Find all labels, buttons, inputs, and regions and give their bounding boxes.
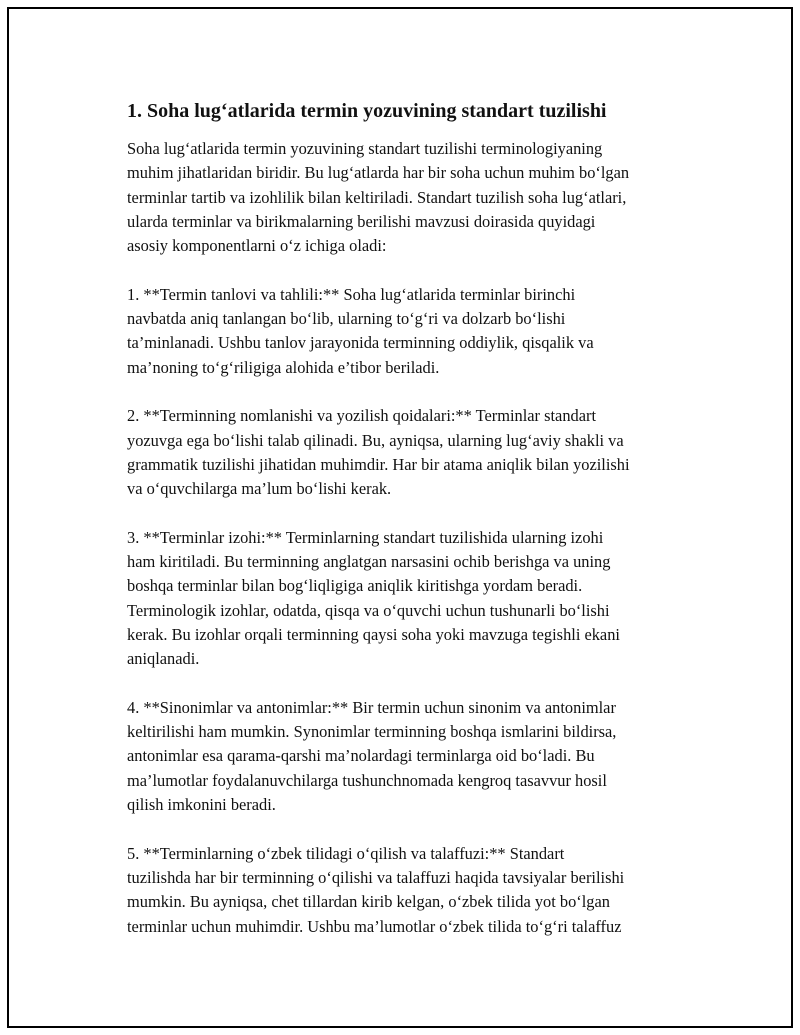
section-heading: 1. Soha lug‘atlarida termin yozuvining standart tuzilishi — [127, 100, 607, 122]
text-line: terminlar uchun muhimdir. Ushbu ma’lumotlar o‘zbek tilida to‘g‘ri talaffuz — [127, 916, 622, 936]
text-line: antonimlar esa qarama-qarshi ma’nolardagi terminlarga oid bo‘ladi. Bu — [127, 746, 595, 766]
text-line: terminlar tartib va izohlilik bilan keltiriladi. Standart tuzilish soha lug‘atlari, — [127, 187, 627, 207]
list-item-5 — [127, 842, 707, 939]
list-item-1 — [127, 283, 707, 380]
text-line: ham kiritiladi. Bu terminning anglatgan narsasini ochib berishga va uning — [127, 552, 611, 572]
text-line: boshqa terminlar bilan bog‘liqligiga aniqlik kiritishga yordam beradi. — [127, 576, 583, 596]
text-line: asosiy komponentlarni o‘z ichiga oladi: — [127, 236, 387, 256]
text-line: ta’minlanadi. Ushbu tanlov jarayonida terminning oddiylik, qisqalik va — [127, 333, 594, 353]
text-line: muhim jihatlaridan biridir. Bu lug‘atlarda har bir soha uchun muhim bo‘lgan — [127, 163, 630, 183]
text-line: ma’lumotlar foydalanuvchilarga tushunchnomada kengroq tasavvur hosil — [127, 770, 607, 790]
list-item-4 — [127, 696, 707, 817]
text-line: keltirilishi ham mumkin. Synonimlar terminning boshqa ismlarini bildirsa, — [127, 722, 617, 742]
text-line: navbatda aniq tanlangan bo‘lib, ularning to‘g‘ri va dolzarb bo‘lishi — [127, 309, 566, 329]
text-line: 4. **Sinonimlar va antonimlar:** Bir termin uchun sinonim va antonimlar — [127, 697, 616, 717]
text-line: yozuvga ega bo‘lishi talab qilinadi. Bu, ayniqsa, ularning lug‘aviy shakli va — [127, 430, 624, 450]
paragraph-intro — [127, 137, 707, 258]
text-line: grammatik tuzilishi jihatidan muhimdir. Har bir atama aniqlik bilan yozilishi — [127, 454, 630, 474]
text-line: ularda terminlar va birikmalarning berilishi mavzusi doirasida quyidagi — [127, 211, 596, 231]
text-line: 1. **Termin tanlovi va tahlili:** Soha lug‘atlarida terminlar birinchi — [127, 284, 576, 304]
text-line: 3. **Terminlar izohi:** Terminlarning standart tuzilishida ularning izohi — [127, 527, 604, 547]
text-line: 2. **Terminning nomlanishi va yozilish qoidalari:** Terminlar standart — [127, 406, 596, 426]
text-line: kerak. Bu izohlar orqali terminning qaysi soha yoki mavzuga tegishli ekani — [127, 624, 620, 644]
text-line: 5. **Terminlarning o‘zbek tilidagi o‘qilish va talaffuzi:** Standart — [127, 843, 565, 863]
text-line: ma’noning to‘g‘riligiga alohida e’tibor beriladi. — [127, 357, 440, 377]
text-line: Soha lug‘atlarida termin yozuvining standart tuzilishi terminologiyaning — [127, 139, 603, 158]
document-content — [127, 97, 707, 963]
text-line: mumkin. Bu ayniqsa, chet tillardan kirib kelgan, o‘zbek tilida yot bo‘lgan — [127, 892, 610, 912]
text-line: qilish imkonini beradi. — [127, 795, 276, 815]
document-page — [7, 7, 793, 1028]
text-line: Terminologik izohlar, odatda, qisqa va o‘quvchi uchun tushunarli bo‘lishi — [127, 600, 610, 620]
text-line: aniqlanadi. — [127, 649, 200, 669]
list-item-3 — [127, 526, 707, 672]
text-line: tuzilishda har bir terminning o‘qilishi va talaffuzi haqida tavsiyalar berilishi — [127, 867, 625, 887]
list-item-2 — [127, 404, 707, 501]
text-line: va o‘quvchilarga ma’lum bo‘lishi kerak. — [127, 479, 392, 499]
